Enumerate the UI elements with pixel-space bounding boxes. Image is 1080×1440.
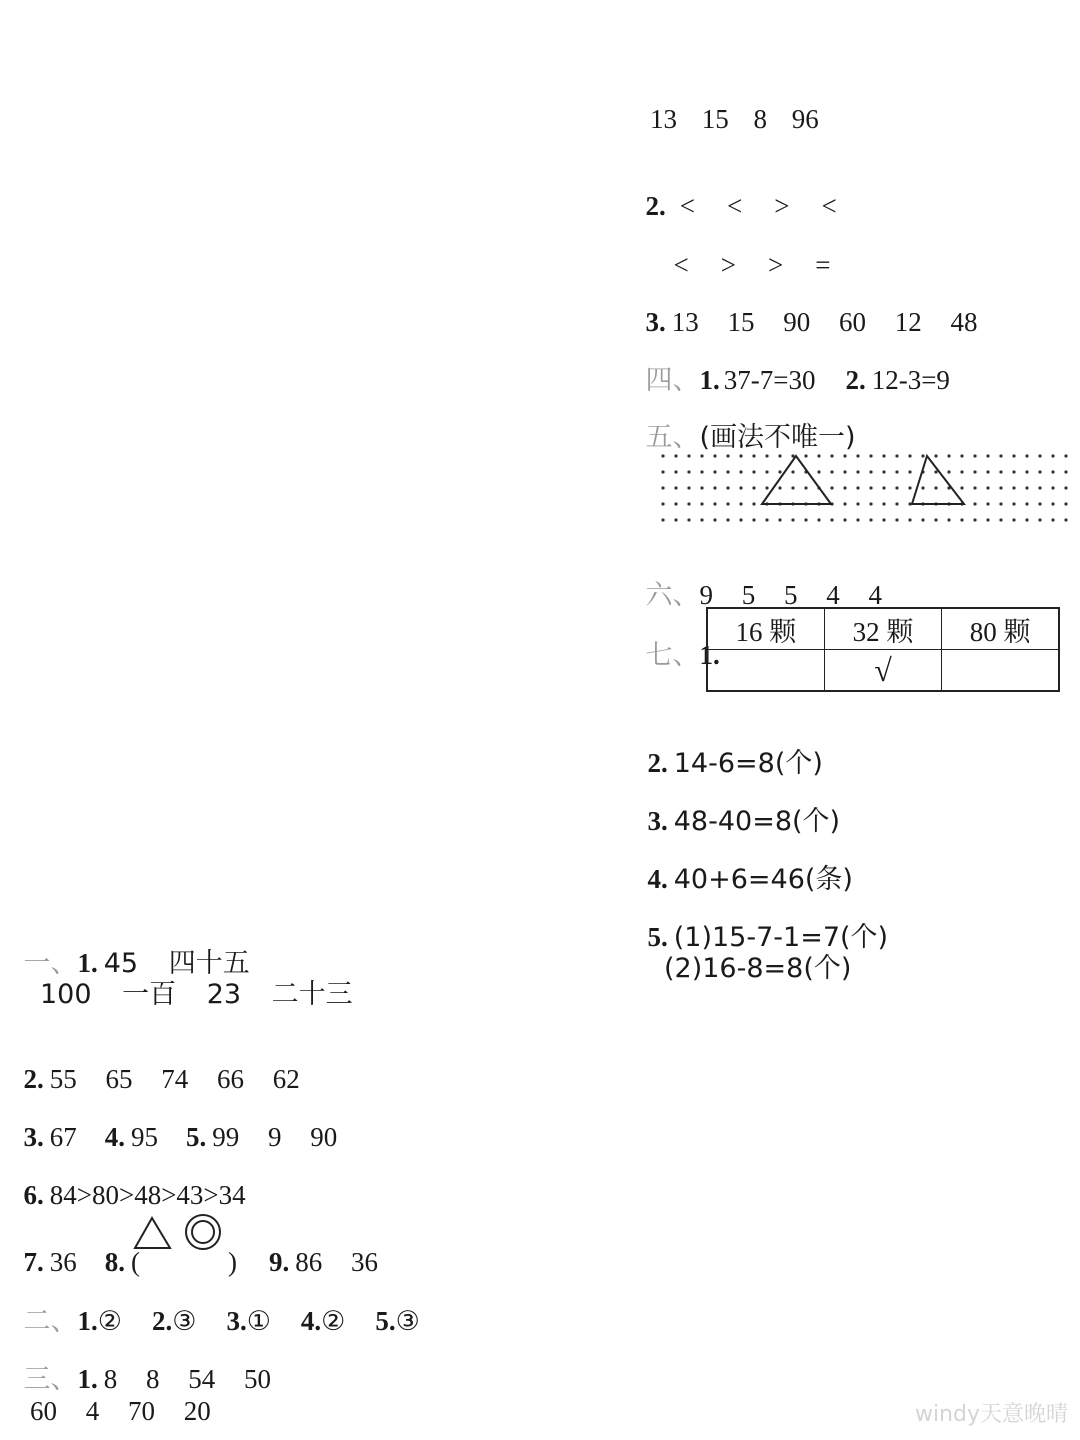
grid-dot <box>1038 518 1041 521</box>
symbol: > <box>774 191 790 221</box>
triangle-drawing-1 <box>762 456 831 504</box>
grid-dot <box>778 518 781 521</box>
answer-text: 12-3=9 <box>871 365 950 395</box>
grid-dot <box>869 470 872 473</box>
grid-dot <box>752 470 755 473</box>
question-number: 1. <box>77 948 98 978</box>
symbol: < <box>673 250 689 280</box>
grid-dot <box>804 486 807 489</box>
grid-dot <box>752 502 755 505</box>
question-number: 4. <box>300 1306 322 1336</box>
circled-answer: ② <box>97 1306 122 1337</box>
grid-dot <box>960 486 963 489</box>
question-number: 2. <box>845 365 866 395</box>
grid-dot <box>1012 502 1015 505</box>
answer-7-2 <box>634 723 823 777</box>
grid-dot <box>700 470 703 473</box>
grid-dot <box>843 486 846 489</box>
symbol: < <box>821 191 837 221</box>
grid-dot <box>726 454 729 457</box>
grid-dot <box>908 518 911 521</box>
circled-answer: ① <box>246 1306 271 1337</box>
grid-dot <box>947 470 950 473</box>
answer-table <box>706 607 1060 692</box>
grid-dot <box>713 486 716 489</box>
answer-3-2-row-1 <box>632 166 837 220</box>
grid-dot <box>674 518 677 521</box>
answer-text: 67 <box>49 1122 77 1152</box>
grid-dot <box>817 518 820 521</box>
grid-dot <box>1051 486 1054 489</box>
answer-7-5-part-2: (2)16-8=8(个) <box>664 953 852 984</box>
grid-dot <box>882 470 885 473</box>
grid-dot <box>934 486 937 489</box>
answer-text: 37-7=30 <box>723 365 816 395</box>
question-number: 5. <box>375 1306 396 1336</box>
grid-dot <box>739 486 742 489</box>
grid-dot <box>973 470 976 473</box>
grid-dot <box>856 486 859 489</box>
grid-dot <box>934 454 937 457</box>
grid-dot <box>791 518 794 521</box>
grid-dot <box>908 486 911 489</box>
table-cell <box>942 650 1059 692</box>
circled-answer: ③ <box>172 1306 197 1337</box>
grid-dot <box>856 454 859 457</box>
grid-dot <box>817 454 820 457</box>
grid-dot <box>674 502 677 505</box>
paren-open: ( <box>131 1247 140 1277</box>
grid-dot <box>700 454 703 457</box>
grid-dot <box>739 502 742 505</box>
table-cell <box>707 650 824 692</box>
grid-dot <box>1038 486 1041 489</box>
grid-dot <box>687 486 690 489</box>
grid-dot <box>1012 454 1015 457</box>
grid-dot <box>895 470 898 473</box>
answer-text: 95 <box>131 1122 158 1152</box>
answer-text: 14-6=8(个) <box>673 748 823 779</box>
grid-dot <box>1064 454 1067 457</box>
table-header-cell: 16 颗 <box>707 608 824 650</box>
answer-1-6 <box>10 1155 246 1209</box>
grid-dot <box>1012 486 1015 489</box>
grid-dot <box>882 518 885 521</box>
grid-dot <box>986 518 989 521</box>
section-label: 二、 <box>23 1306 78 1337</box>
grid-dot <box>960 470 963 473</box>
triangle-icon <box>135 1218 170 1248</box>
grid-dot <box>856 502 859 505</box>
answer-text: 45 四十五 <box>103 948 250 979</box>
grid-dot <box>700 502 703 505</box>
grid-dot <box>973 518 976 521</box>
section-label: 三、 <box>23 1364 78 1395</box>
grid-dot <box>687 518 690 521</box>
note-text: (画法不唯一) <box>699 422 856 453</box>
question-number: 2. <box>647 748 668 778</box>
grid-dot <box>921 518 924 521</box>
grid-dot <box>973 486 976 489</box>
grid-dot <box>687 470 690 473</box>
grid-dot <box>869 486 872 489</box>
grid-dot <box>765 486 768 489</box>
question-number: 1. <box>77 1364 98 1394</box>
grid-dot <box>986 486 989 489</box>
question-number: 3. <box>226 1306 247 1336</box>
grid-dot <box>895 502 898 505</box>
grid-dot <box>947 454 950 457</box>
grid-dot <box>791 470 794 473</box>
answer-text: 55 65 74 66 62 <box>49 1064 300 1094</box>
question-number: 8. <box>104 1247 125 1277</box>
check-mark: √ <box>824 650 941 692</box>
grid-dot <box>765 470 768 473</box>
symbol: > <box>720 250 736 280</box>
answer-text: 8 8 54 50 <box>103 1364 271 1394</box>
question-number: 3. <box>645 307 666 337</box>
answer-text: 36 <box>49 1247 77 1277</box>
grid-dot <box>804 518 807 521</box>
grid-dot <box>843 470 846 473</box>
question-number: 1. <box>77 1306 98 1336</box>
section-label: 五、 <box>645 422 700 453</box>
grid-dot <box>999 486 1002 489</box>
watermark: windy天意晚晴 <box>914 1402 1068 1427</box>
grid-dot <box>895 454 898 457</box>
grid-dot <box>843 518 846 521</box>
grid-dot <box>1064 502 1067 505</box>
grid-dot <box>674 470 677 473</box>
section-6-answers <box>632 555 882 609</box>
section-label: 六、 <box>645 580 700 611</box>
answer-3-3 <box>632 282 978 336</box>
grid-dot <box>700 518 703 521</box>
grid-dot <box>895 486 898 489</box>
grid-dot <box>856 470 859 473</box>
grid-dot <box>765 454 768 457</box>
answer-text: 40+6=46(条) <box>673 864 853 895</box>
question-number: 9. <box>269 1247 290 1277</box>
grid-dot <box>895 518 898 521</box>
grid-dot <box>713 518 716 521</box>
grid-dot <box>999 454 1002 457</box>
grid-dot <box>726 470 729 473</box>
symbol: < <box>679 191 695 221</box>
answer-1-2 <box>10 1039 300 1093</box>
dot-grid-drawing <box>655 448 1075 528</box>
answer-7-4 <box>634 839 853 893</box>
question-number: 3. <box>23 1122 44 1152</box>
grid-dot <box>1064 518 1067 521</box>
grid-dot <box>960 454 963 457</box>
grid-dot <box>869 518 872 521</box>
grid-dot <box>934 518 937 521</box>
grid-dot <box>713 502 716 505</box>
grid-dot <box>830 454 833 457</box>
question-number: 5. <box>186 1122 207 1152</box>
grid-dot <box>1051 518 1054 521</box>
grid-dot <box>908 470 911 473</box>
grid-dot <box>778 486 781 489</box>
grid-dot <box>1038 502 1041 505</box>
grid-dot <box>1025 470 1028 473</box>
grid-dot <box>1025 502 1028 505</box>
question-number: 2. <box>23 1064 44 1094</box>
grid-dot <box>856 518 859 521</box>
answer-1-1-cont: 100 一百 23 二十三 <box>40 979 353 1010</box>
table-header-cell: 32 颗 <box>824 608 941 650</box>
grid-dot <box>726 502 729 505</box>
grid-dot <box>921 454 924 457</box>
answer-1-3-4-5 <box>10 1097 337 1151</box>
grid-dot <box>869 454 872 457</box>
grid-dot <box>960 518 963 521</box>
grid-dot <box>687 454 690 457</box>
grid-dot <box>726 518 729 521</box>
grid-dot <box>661 470 664 473</box>
grid-dot <box>1051 454 1054 457</box>
section-2-answers <box>10 1281 420 1335</box>
grid-dot <box>1025 518 1028 521</box>
grid-dot <box>830 518 833 521</box>
grid-dot <box>674 486 677 489</box>
grid-dot <box>830 470 833 473</box>
symbol: > <box>767 250 784 280</box>
answer-3-2-row-2 <box>660 225 830 279</box>
grid-dot <box>947 518 950 521</box>
question-number: 5. <box>647 922 668 952</box>
answer-text: 86 36 <box>295 1247 378 1277</box>
question-number: 3. <box>647 806 668 836</box>
question-number: 1. <box>699 365 720 395</box>
grid-dot <box>973 502 976 505</box>
grid-dot <box>999 518 1002 521</box>
dot-grid <box>661 454 1067 521</box>
shape-answers <box>130 1210 230 1258</box>
paren-close: ) <box>228 1247 237 1277</box>
grid-dot <box>700 486 703 489</box>
grid-dot <box>817 470 820 473</box>
question-number: 1. <box>699 640 720 670</box>
grid-dot <box>752 486 755 489</box>
answer-text: 48-40=8(个) <box>673 806 841 837</box>
grid-dot <box>778 470 781 473</box>
answer-text: 99 9 90 <box>212 1122 338 1152</box>
grid-dot <box>1025 454 1028 457</box>
double-circle-inner <box>192 1221 214 1243</box>
grid-dot <box>661 486 664 489</box>
answer-text: (1)15-7-1=7(个) <box>673 922 889 953</box>
grid-dot <box>687 502 690 505</box>
grid-dot <box>1038 470 1041 473</box>
grid-dot <box>830 486 833 489</box>
grid-dot <box>765 518 768 521</box>
grid-dot <box>843 454 846 457</box>
section-3-answers <box>10 1339 271 1393</box>
grid-dot <box>1051 502 1054 505</box>
answer-7-5 <box>634 897 888 951</box>
grid-dot <box>713 470 716 473</box>
question-number: 2. <box>645 191 666 221</box>
grid-dot <box>791 486 794 489</box>
grid-dot <box>1012 470 1015 473</box>
grid-dot <box>713 454 716 457</box>
section-5-answers <box>632 397 856 451</box>
grid-dot <box>739 454 742 457</box>
grid-dot <box>999 502 1002 505</box>
grid-dot <box>661 502 664 505</box>
section-label: 四、 <box>645 365 700 396</box>
grid-dot <box>674 454 677 457</box>
circled-answer: ② <box>321 1306 346 1337</box>
grid-dot <box>739 470 742 473</box>
answer-text: 9 5 5 4 4 <box>699 580 882 610</box>
grid-dot <box>1025 486 1028 489</box>
grid-dot <box>934 470 937 473</box>
section-4-answers <box>632 340 950 394</box>
grid-dot <box>752 518 755 521</box>
answer-row-3-1-cont: 13 15 8 96 <box>650 104 819 134</box>
question-number: 4. <box>104 1122 125 1152</box>
triangle-drawing-2 <box>912 456 964 504</box>
symbol: < <box>726 191 743 221</box>
circled-answer: ③ <box>395 1306 420 1337</box>
question-number: 4. <box>647 864 668 894</box>
table-header-cell: 80 颗 <box>942 608 1059 650</box>
grid-dot <box>804 454 807 457</box>
answer-3-1-cont: 60 4 70 20 <box>30 1396 211 1426</box>
grid-dot <box>973 454 976 457</box>
grid-dot <box>921 486 924 489</box>
grid-dot <box>908 454 911 457</box>
grid-dot <box>882 486 885 489</box>
grid-dot <box>882 502 885 505</box>
section-label: 七、 <box>645 640 700 671</box>
grid-dot <box>752 454 755 457</box>
grid-dot <box>882 454 885 457</box>
grid-dot <box>778 454 781 457</box>
grid-dot <box>986 502 989 505</box>
grid-dot <box>986 470 989 473</box>
grid-dot <box>661 454 664 457</box>
grid-dot <box>661 518 664 521</box>
grid-dot <box>1012 518 1015 521</box>
question-number: 2. <box>151 1306 173 1336</box>
grid-dot <box>869 502 872 505</box>
grid-dot <box>1051 470 1054 473</box>
grid-dot <box>1064 486 1067 489</box>
grid-dot <box>726 486 729 489</box>
answer-text: 84>80>48>43>34 <box>49 1180 246 1210</box>
grid-dot <box>986 454 989 457</box>
grid-dot <box>999 470 1002 473</box>
question-number: 6. <box>23 1180 44 1210</box>
grid-dot <box>843 502 846 505</box>
answer-1-1 <box>10 923 250 977</box>
question-number: 7. <box>23 1247 44 1277</box>
answer-7-3 <box>634 781 840 835</box>
grid-dot <box>739 518 742 521</box>
symbol: = <box>815 250 831 280</box>
grid-dot <box>1038 454 1041 457</box>
answer-text: 13 15 90 60 12 48 <box>671 307 978 337</box>
section-label: 一、 <box>23 948 78 979</box>
grid-dot <box>1064 470 1067 473</box>
